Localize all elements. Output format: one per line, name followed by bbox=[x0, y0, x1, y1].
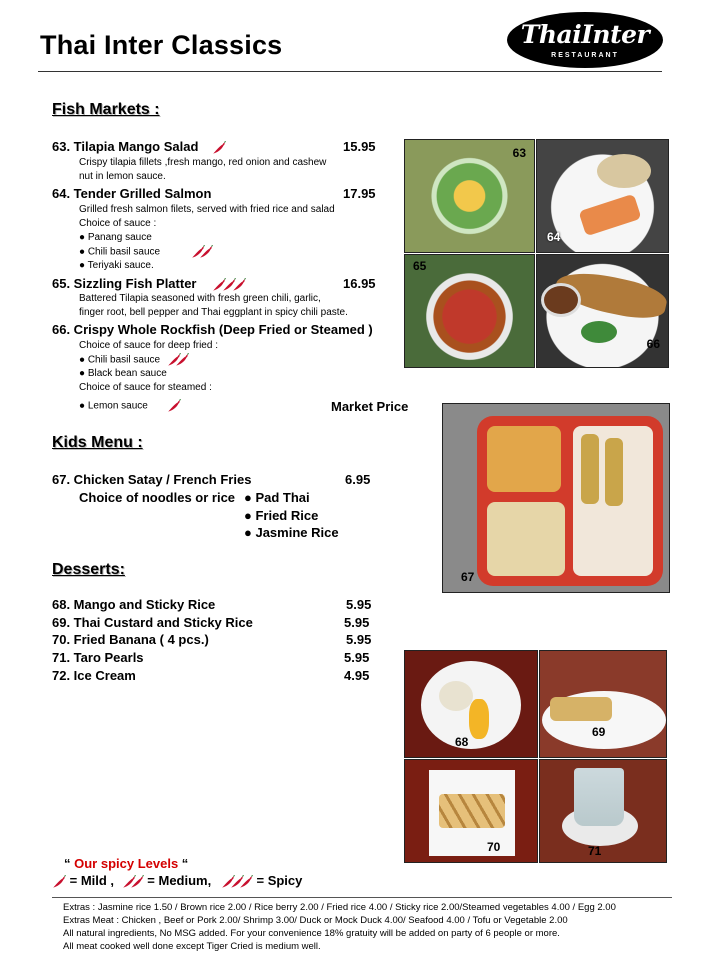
desc-64-option1: ● Panang sauce bbox=[79, 232, 152, 243]
footer-extras: Extras : Jasmine rice 1.50 / Brown rice 2.00 / Rice berry 2.00 / Fried rice 4.00 / Sticky rice 2.00/Steamed vegetables 4.00 / Egg 2.00 bbox=[63, 902, 616, 913]
footer-extras-meat: Extras Meat : Chicken , Beef or Pork 2.00/ Shrimp 3.00/ Duck or Mock Duck 4.00/ Seafood 4.00 / Tofu or Vegetable 2.00 bbox=[63, 915, 568, 926]
restaurant-logo bbox=[507, 12, 663, 68]
price-65: 16.95 bbox=[343, 276, 376, 291]
kids-choice-label: Choice of noodles or rice bbox=[79, 490, 236, 505]
photo-label: 70 bbox=[487, 840, 501, 854]
kids-option-jasmine-rice: ● Jasmine Rice bbox=[244, 525, 339, 540]
menu-item-70: 70. Fried Banana ( 4 pcs.) bbox=[52, 632, 209, 647]
spicy-mild: = Mild , bbox=[69, 873, 115, 888]
menu-item-63 bbox=[52, 139, 226, 155]
photo-label: 68 bbox=[455, 735, 469, 749]
spicy-levels-legend bbox=[52, 873, 302, 889]
custard-shape bbox=[550, 697, 612, 721]
item-name: 63. Tilapia Mango Salad bbox=[52, 139, 199, 154]
desc-64-line1: Grilled fresh salmon filets, served with fried rice and salad bbox=[79, 204, 335, 215]
menu-item-65 bbox=[52, 276, 246, 292]
quote-open: “ bbox=[64, 856, 75, 871]
section-kids-menu: Kids Menu : bbox=[52, 434, 143, 451]
price-67: 6.95 bbox=[345, 472, 371, 487]
option-text: ● Chili basil sauce bbox=[79, 354, 161, 366]
price-64: 17.95 bbox=[343, 186, 376, 201]
spicy-spicy: = Spicy bbox=[256, 873, 303, 888]
desc-64-line2: Choice of sauce : bbox=[79, 218, 157, 229]
broccoli-shape bbox=[581, 321, 617, 343]
price-70: 5.95 bbox=[346, 632, 372, 647]
chili-icon bbox=[130, 875, 144, 889]
photo-label: 67 bbox=[461, 570, 475, 584]
photo-taro-pearls bbox=[539, 759, 667, 863]
photo-label: 64 bbox=[547, 230, 561, 244]
satay-shape bbox=[581, 434, 599, 504]
option-text: ● Chili basil sauce bbox=[79, 246, 161, 258]
photo-thai-custard-sticky-rice bbox=[539, 650, 667, 758]
photo-label: 66 bbox=[646, 337, 660, 351]
option-text: ● Lemon sauce bbox=[79, 400, 148, 412]
fries-shape bbox=[487, 426, 561, 492]
photo-label: 65 bbox=[413, 259, 427, 273]
menu-item-67 bbox=[52, 472, 251, 487]
photo-tilapia-mango-salad bbox=[404, 139, 535, 253]
photo-fried-banana bbox=[404, 759, 538, 863]
fried-rice-shape bbox=[487, 502, 565, 576]
item-name: 67. Chicken Satay / French Fries bbox=[52, 472, 252, 487]
salmon-shape bbox=[578, 194, 641, 237]
footer-meat-note: All meat cooked well done except Tiger Cried is medium well. bbox=[63, 941, 321, 952]
desc-64-option3: ● Teriyaki sauce. bbox=[79, 260, 154, 271]
spicy-medium: = Medium, bbox=[147, 873, 212, 888]
desc-65-line2: finger root, bell pepper and Thai eggplant in spicy chili paste. bbox=[79, 307, 348, 318]
logo-main-text: ThaiInter bbox=[520, 20, 650, 49]
desc-65-line1: Battered Tilapia seasoned with fresh green chili, garlic, bbox=[79, 293, 321, 304]
desc-66-line3: ● Black bean sauce bbox=[79, 368, 167, 379]
photo-label: 63 bbox=[512, 146, 526, 160]
chili-icon bbox=[212, 141, 226, 155]
menu-item-66 bbox=[52, 322, 373, 337]
header-divider bbox=[38, 71, 662, 72]
chili-icon bbox=[52, 875, 66, 889]
sauce-bowl-shape bbox=[541, 283, 581, 317]
price-66: Market Price bbox=[331, 399, 409, 414]
desc-66-line1: Choice of sauce for deep fried : bbox=[79, 340, 218, 351]
price-63: 15.95 bbox=[343, 139, 376, 154]
section-fish-markets: Fish Markets : bbox=[52, 101, 160, 118]
desc-64-option2 bbox=[79, 245, 213, 260]
menu-item-64 bbox=[52, 186, 211, 201]
chili-icon bbox=[167, 399, 181, 413]
glass-shape bbox=[574, 768, 624, 826]
kids-option-pad-thai: ● Pad Thai bbox=[244, 490, 310, 505]
desc-63-line2: nut in lemon sauce. bbox=[79, 171, 166, 182]
menu-item-69: 69. Thai Custard and Sticky Rice bbox=[52, 615, 253, 630]
satay-shape bbox=[605, 438, 623, 506]
menu-item-68: 68. Mango and Sticky Rice bbox=[52, 597, 216, 612]
spicy-levels-label: Our spicy Levels bbox=[74, 856, 179, 871]
spicy-levels-title bbox=[64, 856, 188, 871]
photo-chicken-satay-fries bbox=[442, 403, 670, 593]
item-name: 66. Crispy Whole Rockfish (Deep Fried or Steamed ) bbox=[52, 322, 373, 337]
desc-66-line4: Choice of sauce for steamed : bbox=[79, 382, 212, 393]
page-title: Thai Inter Classics bbox=[40, 30, 283, 60]
menu-item-72: 72. Ice Cream bbox=[52, 668, 136, 683]
item-name: 64. Tender Grilled Salmon bbox=[52, 186, 212, 201]
tray-shape bbox=[477, 416, 663, 586]
photo-mango-sticky-rice bbox=[404, 650, 538, 758]
photo-label: 69 bbox=[592, 725, 606, 739]
chili-icon bbox=[239, 875, 253, 889]
chili-icon bbox=[199, 245, 213, 259]
kids-option-fried-rice: ● Fried Rice bbox=[244, 508, 319, 523]
photo-label: 71 bbox=[588, 844, 602, 858]
mango-shape bbox=[469, 699, 489, 739]
photo-sizzling-fish-platter bbox=[404, 254, 535, 368]
footer-notice: All natural ingredients, No MSG added. For your convenience 18% gratuity will be added on party of 6 people or more. bbox=[63, 928, 560, 939]
logo-sub-text: RESTAURANT bbox=[551, 52, 619, 59]
section-desserts: Desserts: bbox=[52, 561, 125, 578]
banana-rolls-shape bbox=[439, 794, 505, 828]
price-68: 5.95 bbox=[346, 597, 372, 612]
chili-icon bbox=[175, 353, 189, 367]
price-72: 4.95 bbox=[344, 668, 370, 683]
item-name: 65. Sizzling Fish Platter bbox=[52, 276, 197, 291]
desc-66-line5 bbox=[79, 399, 181, 414]
price-69: 5.95 bbox=[344, 615, 370, 630]
photo-crispy-whole-rockfish bbox=[536, 254, 669, 368]
footer-divider bbox=[52, 897, 672, 898]
menu-item-71: 71. Taro Pearls bbox=[52, 650, 144, 665]
rice-shape bbox=[597, 154, 651, 188]
desc-63-line1: Crispy tilapia fillets ,fresh mango, red onion and cashew bbox=[79, 157, 327, 168]
price-71: 5.95 bbox=[344, 650, 370, 665]
chili-icon bbox=[232, 278, 246, 292]
sticky-rice-shape bbox=[439, 681, 473, 711]
desc-66-line2 bbox=[79, 353, 189, 368]
quote-close: “ bbox=[178, 856, 189, 871]
photo-grilled-salmon bbox=[536, 139, 669, 253]
